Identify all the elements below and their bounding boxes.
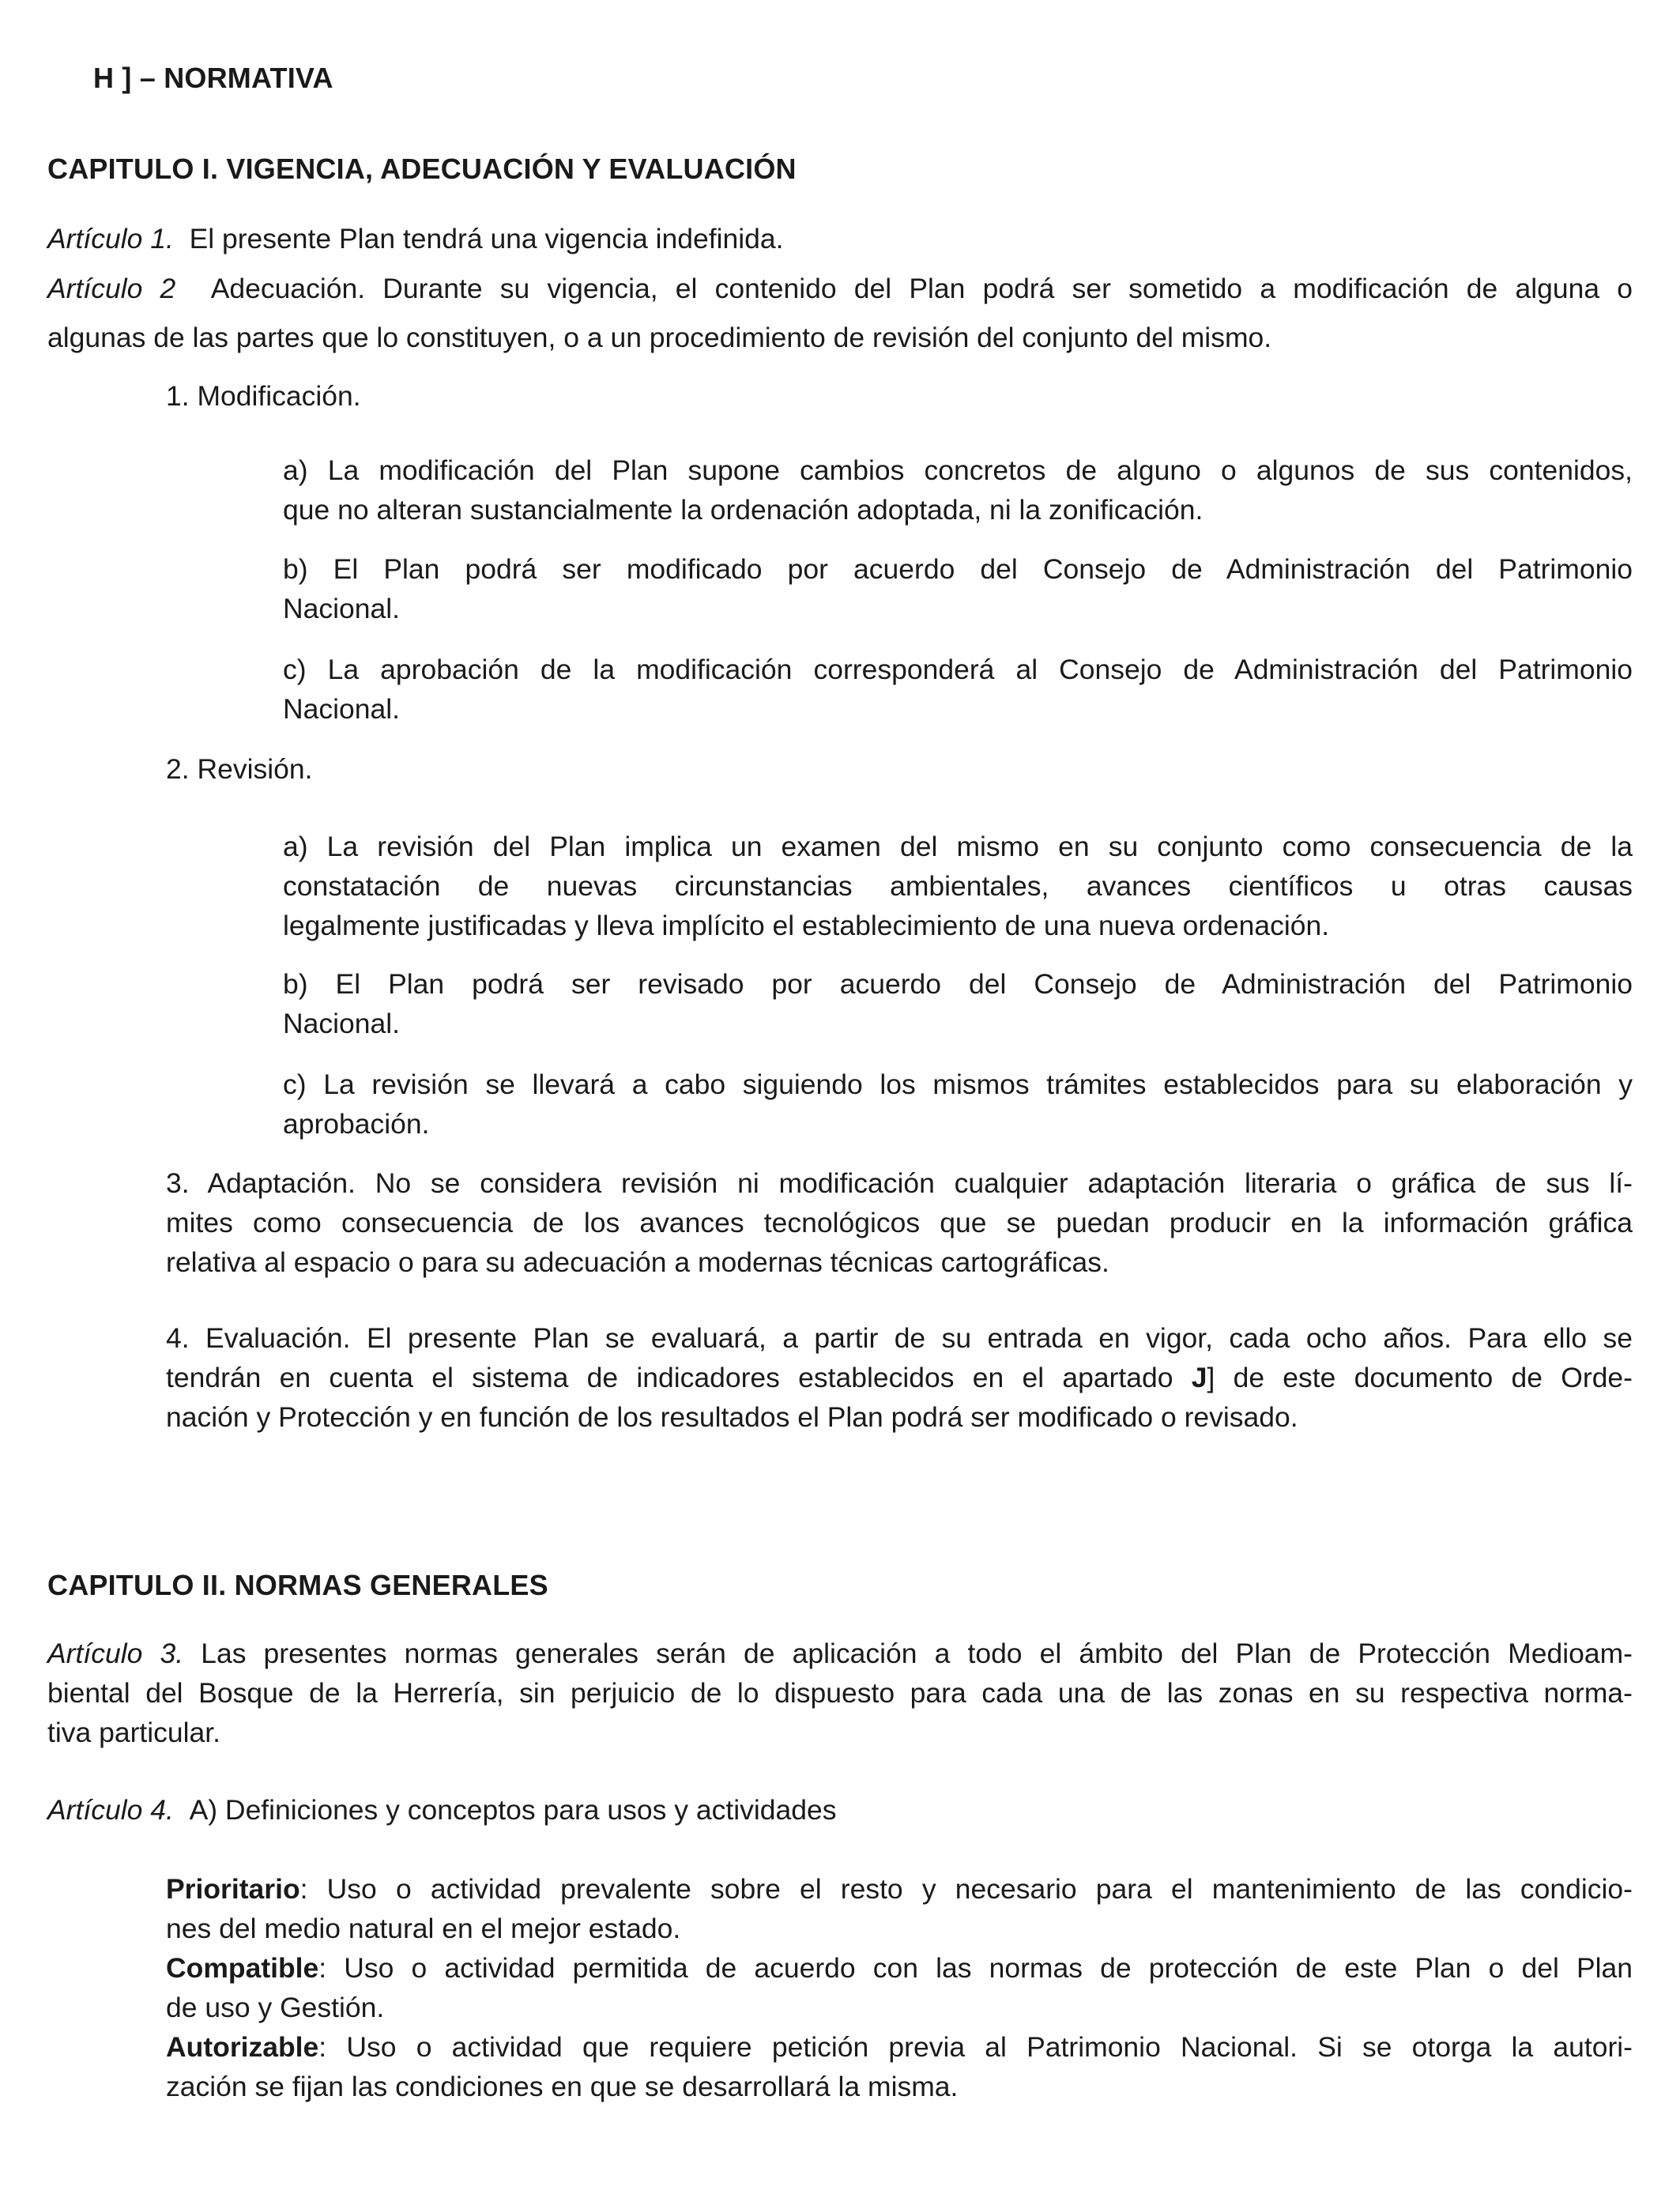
article-2-line-2: algunas de las partes que lo constituyen, o a un procedimiento de revisión del conjunto del mismo.: [47, 322, 1272, 353]
term-autorizable: Autorizable: [166, 2031, 319, 2063]
apartado-j-reference: J: [1191, 1362, 1207, 1393]
article-2-line-1: Artículo 2 Adecuación. Durante su vigencia, el contenido del Plan podrá ser sometido a modificación de alguna o: [47, 273, 1633, 304]
article-3-label: Artículo 3.: [47, 1638, 184, 1669]
article-4: Artículo 4. A) Definiciones y conceptos para usos y actividades: [47, 1794, 837, 1826]
evaluacion-paragraph: 4. Evaluación. El presente Plan se evaluará, a partir de su entrada en vigor, cada ocho años. Para ello se tendrán en cuenta el sistema de indicadores establecidos en el apartado J] de este documento de Orde- nación y Protección y en función de los resultados el Plan podrá ser modificado o revisado.: [166, 1322, 1633, 1433]
article-1-label: Artículo 1.: [47, 223, 174, 254]
article-1: [47, 219, 1633, 258]
term-compatible: Compatible: [166, 1952, 319, 1984]
revision-heading: 2. Revisión.: [166, 753, 313, 785]
article-1-text: El presente Plan tendrá una vigencia indefinida.: [189, 223, 784, 254]
definition-autorizable: Autorizable: Uso o actividad que requiere petición previa al Patrimonio Nacional. Si se otorga la autori- zación se fijan las condiciones en que se desarrollará la misma.: [166, 2031, 1633, 2102]
article-4-label: Artículo 4.: [47, 1794, 174, 1826]
adaptacion-paragraph: 3. Adaptación. No se considera revisión ni modificación cualquier adaptación literaria o gráfica de sus lí- mites como consecuencia de los avances tecnológicos que se puedan producir en la información gráfica relativa al espacio o para su adecuación a modernas técnicas cartográficas.: [166, 1167, 1633, 1278]
revision-item-b: b) El Plan podrá ser revisado por acuerdo del Consejo de Administración del Patrimonio Nacional.: [283, 968, 1633, 1039]
article-2-label: Artículo 2: [47, 273, 176, 304]
revision-item-a: a) La revisión del Plan implica un examen del mismo en su conjunto como consecuencia de la constatación de nuevas circunstancias ambientales, avances científicos u otras causas legalmente justificadas y lleva implícito el establecimiento de una nueva ordenación.: [283, 831, 1633, 941]
section-heading: H ] – NORMATIVA: [93, 62, 333, 94]
modificacion-item-a: a) La modificación del Plan supone cambios concretos de alguno o algunos de sus contenidos, que no alteran sustancialmente la ordenación adoptada, ni la zonificación.: [283, 454, 1633, 526]
chapter-2-title: CAPITULO II. NORMAS GENERALES: [47, 1569, 548, 1601]
chapter-1-title: CAPITULO I. VIGENCIA, ADECUACIÓN Y EVALUACIÓN: [47, 153, 797, 185]
revision-item-c: c) La revisión se llevará a cabo siguiendo los mismos trámites establecidos para su elaboración y aprobación.: [283, 1069, 1633, 1140]
modificacion-heading: 1. Modificación.: [166, 380, 361, 412]
modificacion-item-c: c) La aprobación de la modificación corresponderá al Consejo de Administración del Patrimonio Nacional.: [283, 654, 1633, 725]
term-prioritario: Prioritario: [166, 1873, 300, 1905]
definition-prioritario: Prioritario: Uso o actividad prevalente sobre el resto y necesario para el mantenimiento de las condicio- nes del medio natural en el mejor estado.: [166, 1873, 1633, 1944]
article-3: Artículo 3. Las presentes normas generales serán de aplicación a todo el ámbito del Plan de Protección Medioam- biental del Bosque de la Herrería, sin perjuicio de lo dispuesto para cada una de las zonas en su respectiva norma- tiva particular.: [47, 1638, 1633, 1748]
definition-compatible: Compatible: Uso o actividad permitida de acuerdo con las normas de protección de este Plan o del Plan de uso y Gestión.: [166, 1952, 1633, 2023]
modificacion-item-b: b) El Plan podrá ser modificado por acuerdo del Consejo de Administración del Patrimonio Nacional.: [283, 553, 1633, 624]
